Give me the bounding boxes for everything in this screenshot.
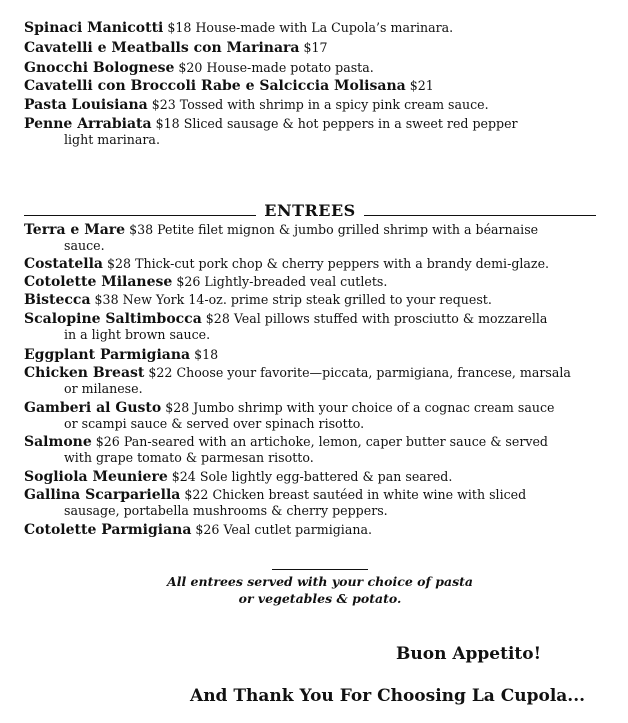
item-name: Cavatelli con Broccoli Rabe e Salciccia Molisana (24, 78, 406, 94)
item-description-continued: sausage, portabella mushrooms & cherry peppers. (64, 503, 388, 518)
menu-item (24, 97, 604, 113)
item-description: Tossed with shrimp in a spicy pink cream sauce. (179, 97, 489, 112)
item-name: Gnocchi Bolognese (24, 60, 175, 76)
menu-item (24, 311, 604, 343)
menu-item (24, 487, 604, 519)
item-name: Cotolette Milanese (24, 274, 173, 290)
note-line-1: All entrees served with your choice of pasta (167, 574, 473, 589)
item-description: Chicken breast sautéed in white wine with sliced (212, 487, 527, 502)
closing-greeting: Buon Appetito! (396, 644, 542, 664)
item-price: $18 (167, 20, 192, 35)
item-description-continued: in a light brown sauce. (64, 327, 211, 342)
item-price: $23 (151, 97, 176, 112)
item-price: $21 (409, 78, 434, 93)
item-description: Pan-seared with an artichoke, lemon, caper butter sauce & served (123, 434, 548, 449)
menu-item (24, 222, 604, 254)
item-name: Penne Arrabiata (24, 116, 152, 132)
item-name: Scalopine Saltimbocca (24, 311, 202, 327)
item-price: $22 (148, 365, 173, 380)
note-line-2: or vegetables & potato. (238, 591, 402, 606)
item-description: Thick-cut pork chop & cherry peppers with a brandy demi-glaze. (135, 256, 550, 271)
item-name: Spinaci Manicotti (24, 20, 164, 36)
item-price: $28 (205, 311, 230, 326)
item-name: Chicken Breast (24, 365, 145, 381)
menu-item (24, 434, 604, 466)
item-description: Sliced sausage & hot peppers in a sweet red pepper (183, 116, 518, 131)
closing-thanks: And Thank You For Choosing La Cupola... (190, 686, 586, 706)
item-description: Lightly-breaded veal cutlets. (204, 274, 388, 289)
menu-item (24, 274, 604, 290)
item-description: House-made with La Cupola’s marinara. (195, 20, 454, 35)
item-price: $24 (171, 469, 196, 484)
entrees-heading-row (24, 198, 596, 220)
menu-item (24, 78, 604, 94)
menu-item (24, 347, 604, 363)
item-description: Petite filet mignon & jumbo grilled shrimp with a béarnaise (157, 222, 539, 237)
item-name: Gallina Scarpariella (24, 487, 181, 503)
item-description: Veal cutlet parmigiana. (223, 522, 372, 537)
item-description: House-made potato pasta. (206, 60, 374, 75)
item-price: $17 (303, 40, 328, 55)
menu-item (24, 20, 604, 36)
item-description: Jumbo shrimp with your choice of a cognac cream sauce (193, 400, 555, 415)
item-description-continued: with grape tomato & parmesan risotto. (64, 450, 314, 465)
item-description-continued: or scampi sauce & served over spinach risotto. (64, 416, 365, 431)
item-price: $26 (195, 522, 220, 537)
menu-item (24, 522, 604, 538)
item-name: Costatella (24, 256, 103, 272)
menu-item (24, 365, 604, 397)
menu-item (24, 60, 604, 76)
item-description-continued: or milanese. (64, 381, 143, 396)
item-price: $28 (165, 400, 190, 415)
item-description: New York 14-oz. prime strip steak grilled to your request. (122, 292, 492, 307)
item-name: Cotolette Parmigiana (24, 522, 192, 538)
item-price: $18 (194, 347, 219, 362)
item-name: Terra e Mare (24, 222, 126, 238)
heading-rule-right (364, 215, 596, 216)
item-description-continued: sauce. (64, 238, 105, 253)
item-price: $38 (94, 292, 119, 307)
item-name: Sogliola Meuniere (24, 469, 168, 485)
item-name: Eggplant Parmigiana (24, 347, 191, 363)
menu-item (24, 40, 604, 56)
item-price: $38 (129, 222, 154, 237)
item-description-continued: light marinara. (64, 132, 160, 147)
entrees-heading: ENTREES (264, 201, 356, 220)
item-description: Veal pillows stuffed with prosciutto & mozzarella (233, 311, 548, 326)
menu-item (24, 116, 604, 148)
item-price: $28 (107, 256, 132, 271)
heading-rule-left (24, 215, 256, 216)
menu-item (24, 292, 604, 308)
item-name: Gamberi al Gusto (24, 400, 162, 416)
item-name: Salmone (24, 434, 92, 450)
menu-item (24, 256, 604, 272)
item-name: Bistecca (24, 292, 91, 308)
entrees-note (120, 573, 520, 607)
note-divider (272, 569, 368, 570)
item-price: $26 (95, 434, 120, 449)
item-name: Pasta Louisiana (24, 97, 148, 113)
item-price: $22 (184, 487, 209, 502)
item-description: Sole lightly egg-battered & pan seared. (199, 469, 453, 484)
menu-item (24, 469, 604, 485)
menu-item (24, 400, 604, 432)
item-name: Cavatelli e Meatballs con Marinara (24, 40, 300, 56)
item-price: $20 (178, 60, 203, 75)
item-description: Choose your favorite—piccata, parmigiana, francese, marsala (176, 365, 571, 380)
item-price: $18 (155, 116, 180, 131)
item-price: $26 (176, 274, 201, 289)
